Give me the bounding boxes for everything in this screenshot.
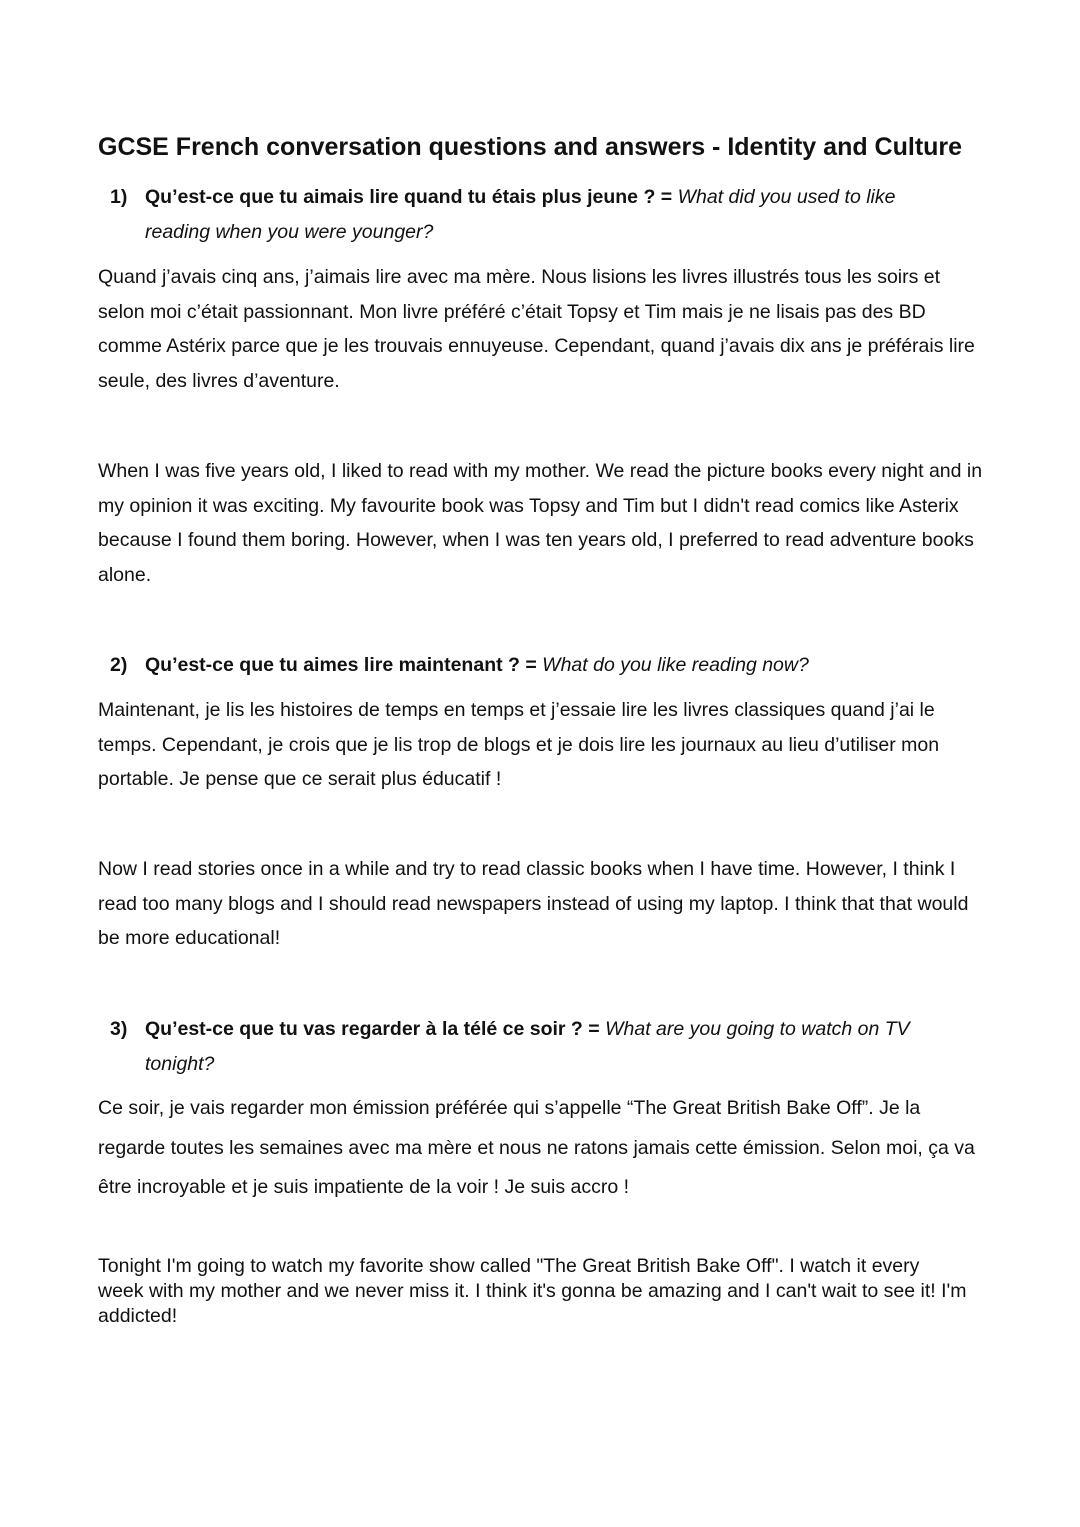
answer-french-1: Quand j’avais cinq ans, j’aimais lire avec ma mère. Nous lisions les livres illustrés tous les soirs et selon moi c’était passionnant. Mon livre préféré c’était Topsy et Tim mais je ne lisais pas des BD comme Astérix parce que je les trouvais ennuyeuse. Cependant, quand j’avais dix ans je préférais lire seule, des livres d’aventure. xyxy=(98,266,975,392)
answer-english-3: Tonight I'm going to watch my favorite show called "The Great British Bake Off". I watch it every week with my mother and we never miss it. I think it's gonna be amazing and I can't wait to see it! I'm addicted! xyxy=(98,1255,967,1327)
question-number: 3) xyxy=(110,1018,128,1040)
document-title: GCSE French conversation questions and answers - Identity and Culture xyxy=(98,133,963,161)
answer-english-1: When I was five years old, I liked to read with my mother. We read the picture books every night and in my opinion it was exciting. My favourite book was Topsy and Tim but I didn't read comics like Asterix because I found them boring. However, when I was ten years old, I preferred to read adventure books alone. xyxy=(98,460,983,586)
question-french: Qu’est-ce que tu vas regarder à la télé ce soir ? xyxy=(145,1018,583,1040)
question-3 xyxy=(98,1012,948,1082)
question-2 xyxy=(98,648,948,683)
question-text xyxy=(145,1012,948,1082)
answer-english-2: Now I read stories once in a while and try to read classic books when I have time. However, I think I read too many blogs and I should read newspapers instead of using my laptop. I think that that would be more educational! xyxy=(98,858,969,949)
question-text xyxy=(145,180,948,250)
question-separator: = xyxy=(582,1018,606,1040)
question-separator: = xyxy=(655,186,678,208)
question-number: 1) xyxy=(110,186,128,208)
question-english: What do you like reading now? xyxy=(542,654,809,676)
question-text xyxy=(145,648,948,683)
answer-french-3: Ce soir, je vais regarder mon émission préférée qui s’appelle “The Great British Bake Off”. Je la regarde toutes les semaines avec ma mère et nous ne ratons jamais cette émission. Selon moi, ça va être incroyable et je suis impatiente de la voir ! Je suis accro ! xyxy=(98,1097,975,1198)
question-separator: = xyxy=(519,654,543,676)
question-english: What did you used to like reading when you were younger? xyxy=(145,186,896,243)
question-french: Qu’est-ce que tu aimes lire maintenant ? xyxy=(145,654,520,676)
answer-french-2: Maintenant, je lis les histoires de temps en temps et j’essaie lire les livres classiques quand j’ai le temps. Cependant, je crois que je lis trop de blogs et je dois lire les journaux au lieu d’utiliser mon portable. Je pense que ce serait plus éducatif ! xyxy=(98,699,940,790)
question-french: Qu’est-ce que tu aimais lire quand tu étais plus jeune ? xyxy=(145,186,656,208)
question-number: 2) xyxy=(110,654,128,676)
question-1 xyxy=(98,180,948,250)
question-english: What are you going to watch on TV tonight? xyxy=(145,1018,910,1075)
